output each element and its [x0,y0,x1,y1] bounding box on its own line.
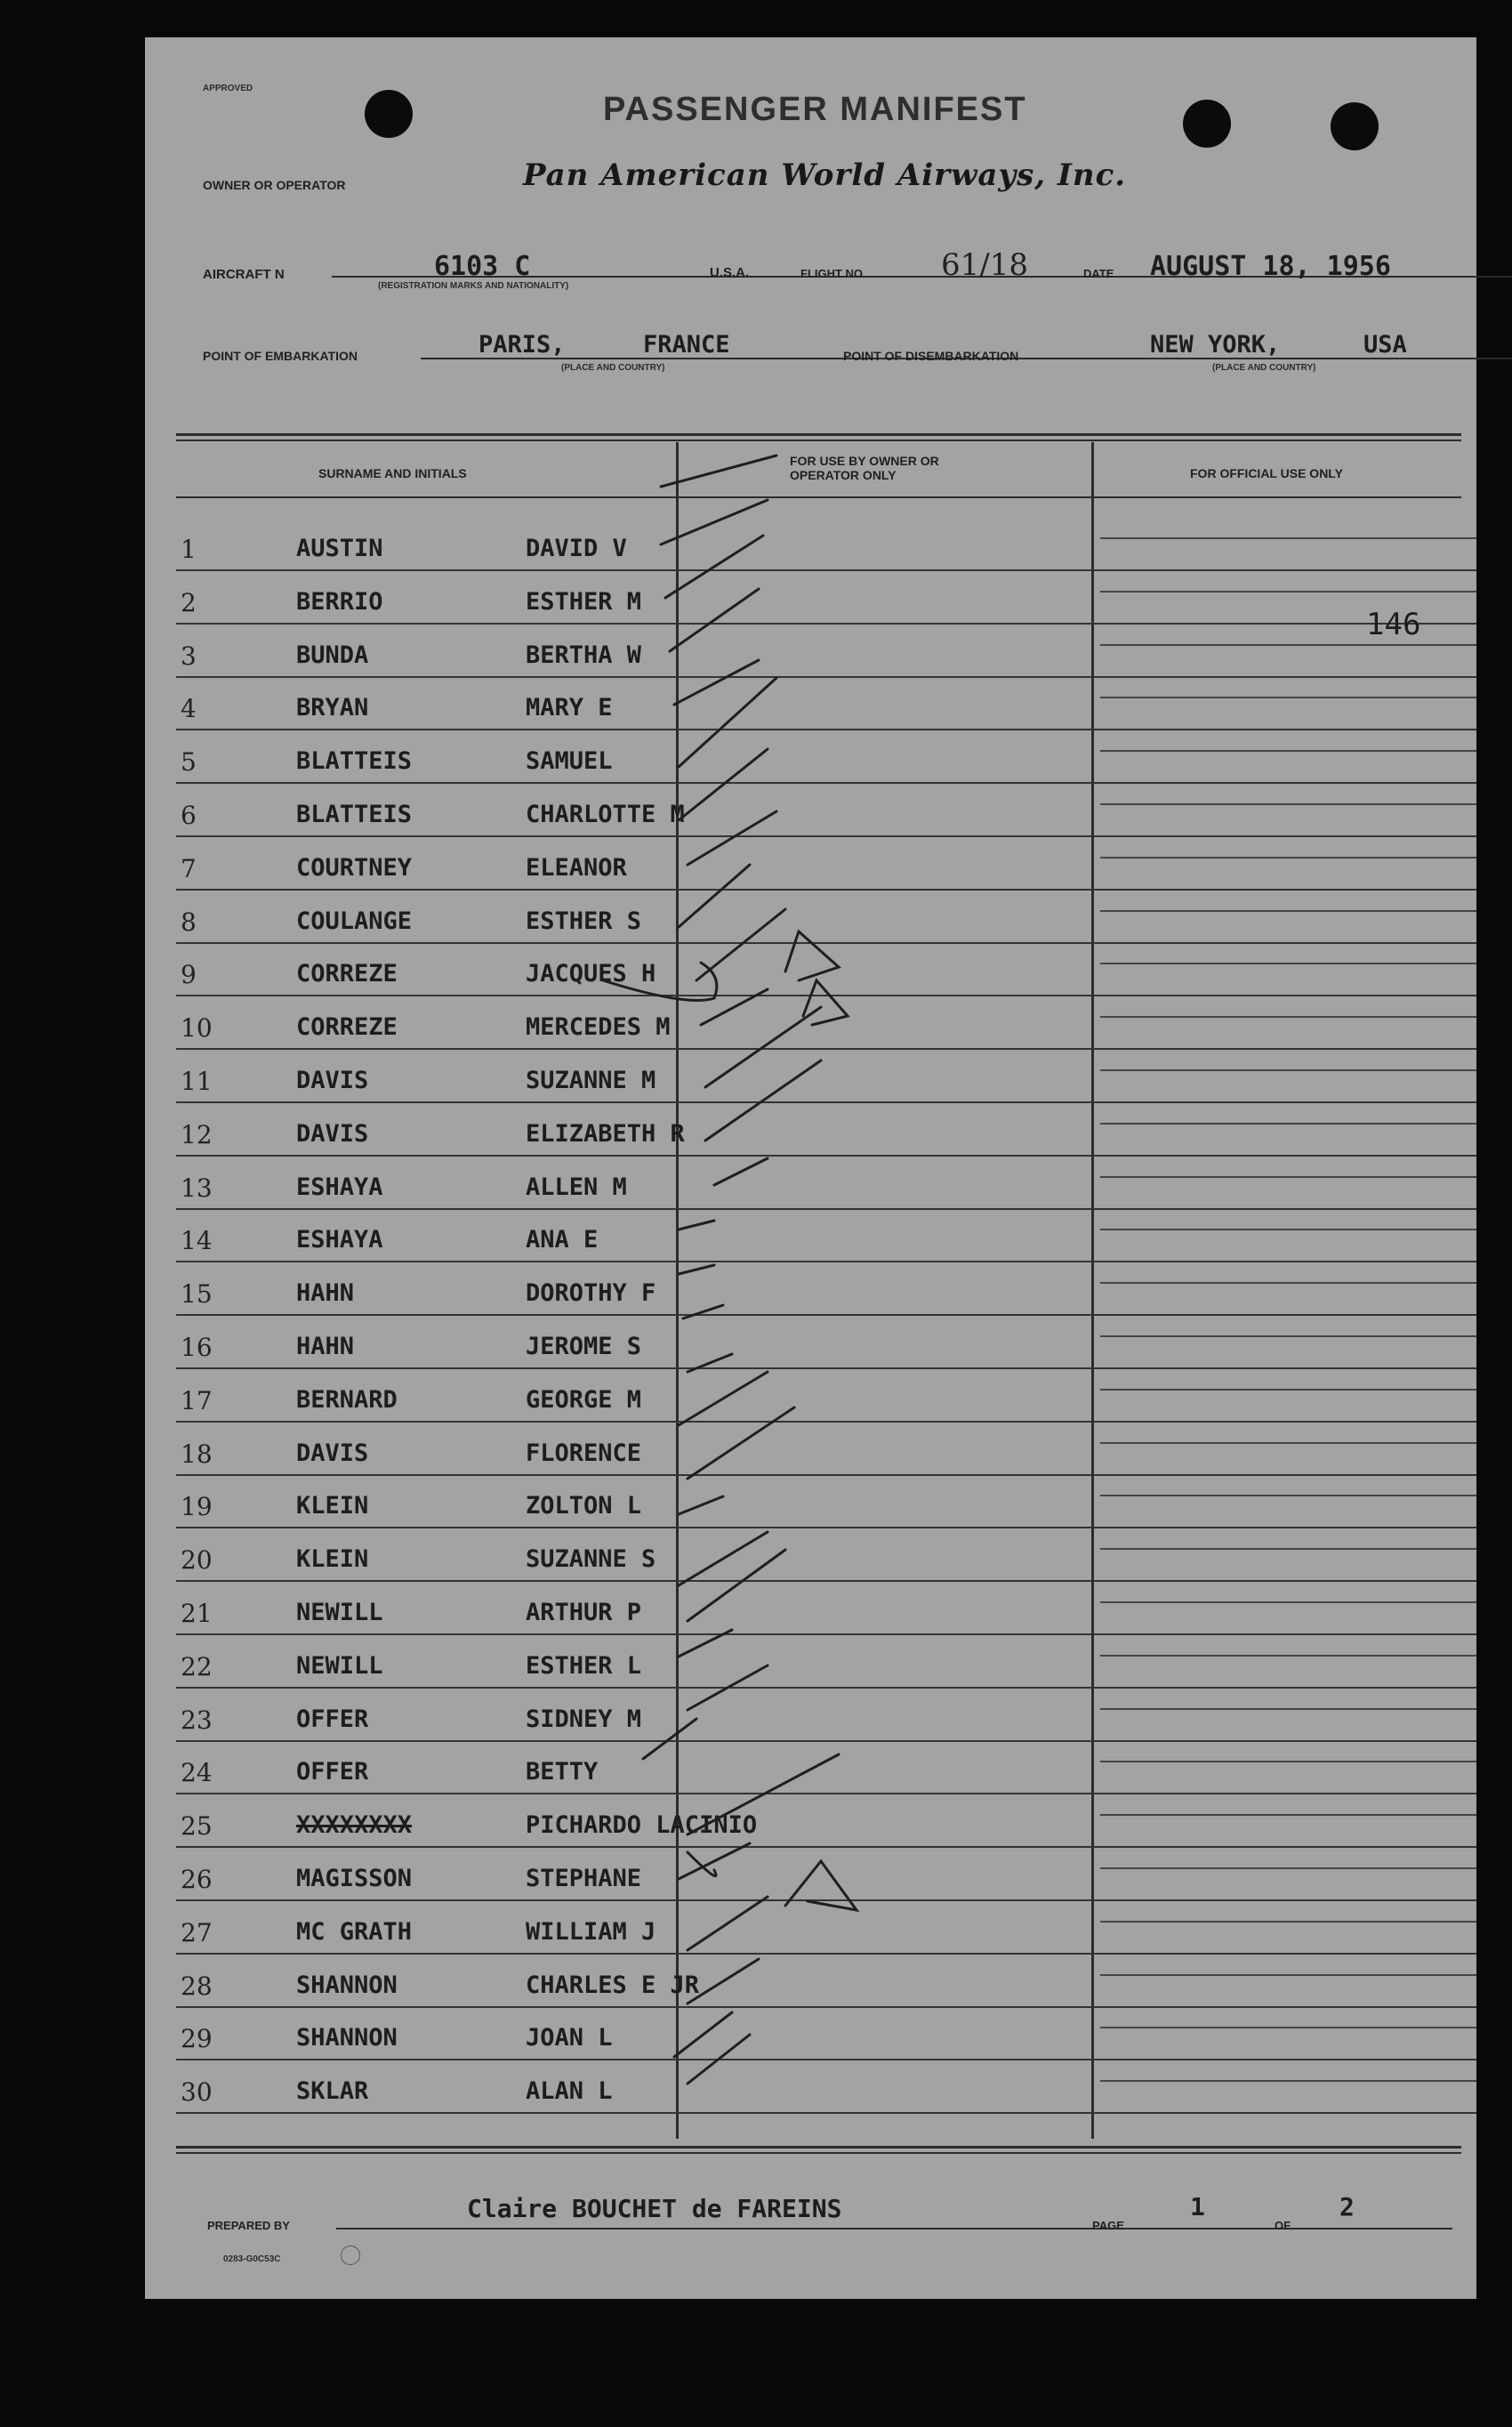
passenger-given-name: ALLEN M [526,1173,627,1201]
passenger-row [145,518,1476,571]
passenger-given-name: JEROME S [526,1333,642,1360]
passenger-given-name: BERTHA W [526,641,642,669]
passenger-given-name: ALAN L [526,2077,613,2106]
passenger-given-name: MARY E [526,694,613,722]
passenger-row [145,730,1476,784]
passenger-surname: OFFER [296,1705,369,1733]
passenger-row [145,1848,1476,1901]
passenger-surname: KLEIN [296,1492,369,1520]
passenger-row [145,1103,1476,1157]
row-number: 24 [181,1758,213,1788]
row-number: 7 [181,853,197,883]
row-number: 9 [181,960,197,990]
page-total: 2 [1339,2192,1355,2221]
passenger-surname: MC GRATH [296,1917,413,1946]
passenger-given-name: SUZANNE M [526,1067,656,1094]
row-number: 22 [181,1651,213,1681]
passenger-row [145,2060,1476,2114]
passenger-surname: NEWILL [296,1599,383,1626]
passenger-surname: CORREZE [296,1013,398,1042]
passenger-given-name: SAMUEL [526,747,613,776]
passenger-given-name: ARTHUR P [526,1599,642,1626]
passenger-given-name: BETTY [526,1758,599,1786]
passenger-surname: DAVIS [296,1439,369,1467]
passenger-given-name: ELEANOR [526,853,627,882]
passenger-surname: AUSTIN [296,535,383,562]
embarkation-city: PARIS, [479,331,566,359]
passenger-given-name: SIDNEY M [526,1705,642,1733]
passenger-surname: DAVIS [296,1119,369,1148]
row-number: 20 [181,1545,213,1576]
airline-name: Pan American World Airways, Inc. [523,157,1127,193]
passenger-given-name: SUZANNE S [526,1545,656,1574]
passenger-row [145,996,1476,1050]
passenger-surname: CORREZE [296,960,398,988]
disembarkation-label: POINT OF DISEMBARKATION [843,349,1019,363]
passenger-surname: HAHN [296,1333,355,1360]
row-number: 23 [181,1705,213,1735]
flight-number: 61/18 [941,247,1028,283]
row-number: 16 [181,1333,213,1362]
prepared-by-label: PREPARED BY [207,2219,290,2232]
usa-label: U.S.A. [710,265,750,280]
passenger-row [145,2007,1476,2060]
official-note: 146 [1366,607,1421,642]
disembarkation-city: NEW YORK, [1150,331,1281,359]
passenger-surname: BLATTEIS [296,801,413,828]
passenger-row [145,1157,1476,1210]
disembarkation-country: USA [1363,331,1407,359]
passenger-given-name: ANA E [526,1226,599,1254]
official-column-header: FOR OFFICIAL USE ONLY [1190,466,1343,480]
surname-column-header: SURNAME AND INITIALS [318,466,467,480]
passenger-row [145,1316,1476,1369]
passenger-surname: SKLAR [296,2077,369,2106]
passenger-given-name: PICHARDO LACINIO [526,1811,758,1840]
passenger-row [145,1582,1476,1635]
passenger-row [145,1955,1476,2008]
row-number: 17 [181,1385,213,1415]
passenger-surname: COURTNEY [296,853,413,882]
passenger-row [145,1528,1476,1582]
passenger-row [145,677,1476,730]
row-number: 28 [181,1971,213,2001]
passenger-given-name: ESTHER L [526,1651,642,1680]
passenger-given-name: JOAN L [526,2024,613,2052]
row-number: 19 [181,1492,213,1522]
passenger-given-name: ESTHER S [526,907,642,935]
passenger-given-name: ELIZABETH R [526,1119,685,1148]
row-number: 10 [181,1013,213,1044]
passenger-row [145,1262,1476,1316]
passenger-surname: BERNARD [296,1385,398,1414]
passenger-given-name: JACQUES H [526,960,656,988]
passenger-surname: BUNDA [296,641,369,669]
flight-date: AUGUST 18, 1956 [1150,251,1391,282]
flight-label: FLIGHT NO. [800,267,866,280]
passenger-given-name: DAVID V [526,535,627,562]
passenger-given-name: GEORGE M [526,1385,642,1414]
row-number: 8 [181,907,197,937]
row-number: 5 [181,747,197,778]
passenger-surname: BRYAN [296,694,369,722]
passenger-surname: NEWILL [296,1651,383,1680]
passenger-row [145,571,1476,625]
passenger-surname: DAVIS [296,1067,369,1094]
row-number: 15 [181,1279,213,1310]
embarkation-country: FRANCE [643,331,730,359]
of-label: OF [1275,2219,1291,2232]
approval-stamp: APPROVED [203,84,253,93]
row-number: 26 [181,1865,213,1894]
passenger-row [145,625,1476,678]
row-number: 18 [181,1439,213,1469]
passenger-row [145,1794,1476,1848]
passenger-given-name: STEPHANE [526,1865,642,1892]
page-label: PAGE [1092,2219,1124,2232]
table-bottom-rule [176,2146,1461,2149]
passenger-row [145,1423,1476,1476]
punch-hole [1331,102,1379,150]
passenger-surname: HAHN [296,1279,355,1308]
passenger-surname: XXXXXXXX [296,1811,413,1840]
punch-hole [1183,100,1231,148]
passenger-surname: MAGISSON [296,1865,413,1892]
aircraft-number: 6103 C [434,251,531,282]
passenger-row [145,784,1476,837]
passenger-surname: KLEIN [296,1545,369,1574]
owner-column-header: FOR USE BY OWNER OR OPERATOR ONLY [790,454,939,482]
passenger-surname: BLATTEIS [296,747,413,776]
passenger-row [145,1901,1476,1955]
passenger-row [145,1475,1476,1528]
passenger-surname: COULANGE [296,907,413,935]
union-label-stamp [341,2246,360,2265]
passenger-row [145,943,1476,996]
row-number: 14 [181,1226,213,1256]
row-number: 27 [181,1917,213,1947]
disembarkation-caption: (PLACE AND COUNTRY) [1212,363,1316,373]
embarkation-label: POINT OF EMBARKATION [203,349,358,363]
row-number: 2 [181,587,197,617]
punch-hole [365,90,413,138]
passenger-given-name: CHARLOTTE M [526,801,685,828]
row-number: 29 [181,2024,213,2054]
passenger-row [145,1635,1476,1689]
manifest-sheet [145,37,1476,2299]
table-top-rule [176,433,1461,436]
row-number: 13 [181,1173,213,1203]
passenger-row [145,1741,1476,1794]
row-number: 6 [181,801,197,830]
passenger-surname: SHANNON [296,2024,398,2052]
owner-label: OWNER OR OPERATOR [203,178,346,192]
row-number: 21 [181,1599,213,1628]
row-number: 1 [181,535,197,564]
passenger-given-name: DOROTHY F [526,1279,656,1308]
row-number: 3 [181,641,197,671]
passenger-surname: OFFER [296,1758,369,1786]
aircraft-label: AIRCRAFT N [203,267,285,282]
passenger-surname: SHANNON [296,1971,398,1999]
registration-caption: (REGISTRATION MARKS AND NATIONALITY) [378,281,569,291]
passenger-surname: BERRIO [296,587,383,616]
passenger-given-name: ESTHER M [526,587,642,616]
row-number: 12 [181,1119,213,1149]
page-title: PASSENGER MANIFEST [603,91,1027,128]
embarkation-caption: (PLACE AND COUNTRY) [561,363,665,373]
prepared-by-name: Claire BOUCHET de FAREINS [467,2194,842,2223]
passenger-row [145,1209,1476,1262]
row-number: 4 [181,694,197,724]
passenger-given-name: WILLIAM J [526,1917,656,1946]
passenger-given-name: MERCEDES M [526,1013,671,1042]
passenger-row [145,1050,1476,1103]
passenger-given-name: FLORENCE [526,1439,642,1467]
passenger-row [145,1689,1476,1742]
passenger-surname: ESHAYA [296,1173,383,1201]
passenger-surname: ESHAYA [296,1226,383,1254]
passenger-row [145,1369,1476,1423]
page-number: 1 [1190,2192,1205,2221]
row-number: 11 [181,1067,213,1096]
row-number: 30 [181,2077,213,2108]
passenger-row [145,891,1476,944]
date-label: DATE [1083,267,1114,280]
passenger-row [145,837,1476,891]
row-number: 25 [181,1811,213,1842]
passenger-given-name: CHARLES E JR [526,1971,700,1999]
passenger-given-name: ZOLTON L [526,1492,642,1520]
form-number: 0283-G0C53C [223,2254,281,2264]
